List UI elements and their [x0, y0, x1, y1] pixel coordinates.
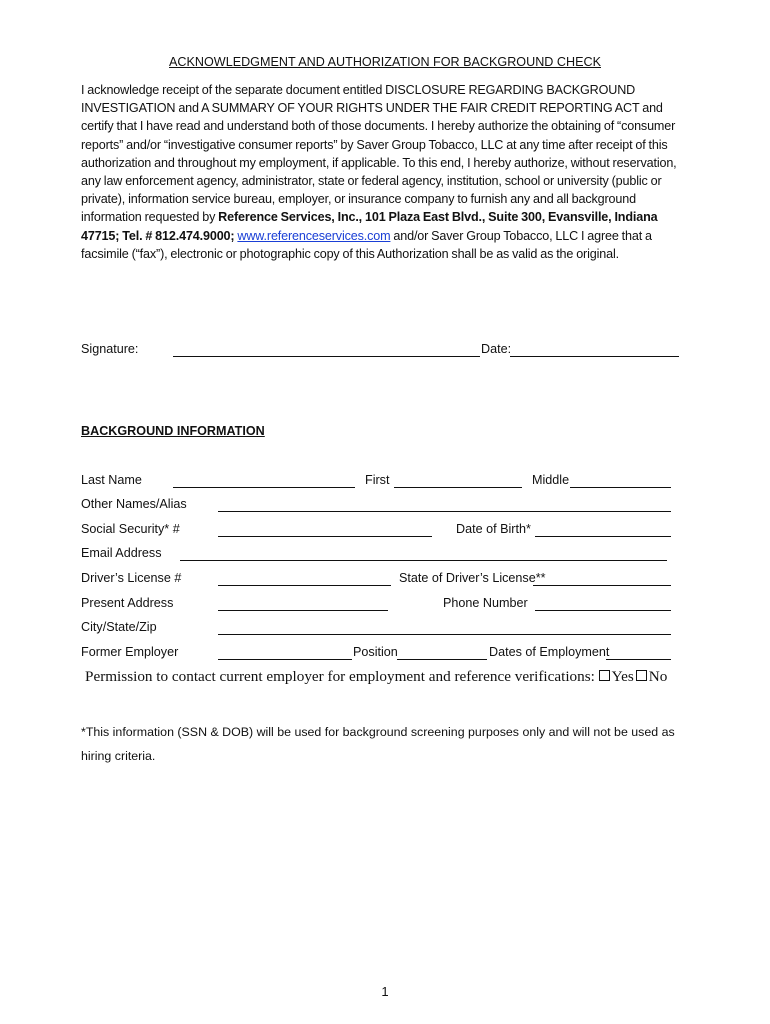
present-address-field[interactable] — [218, 610, 388, 611]
email-field[interactable] — [180, 560, 667, 561]
dob-label: Date of Birth* — [456, 522, 531, 536]
position-label: Position — [353, 645, 398, 659]
city-state-zip-label: City/State/Zip — [81, 620, 157, 634]
page-number: 1 — [381, 984, 389, 999]
authorization-text: I acknowledge receipt of the separate document entitled DISCLOSURE REGARDING BACKGROUND INVESTIGATION and A SUMMARY OF YOUR RIGHTS UNDER THE FAIR CREDIT REPORTING ACT and certify that I have read and understand both of those documents. I hereby authorize the obtaining of “consumer reports” and/or “investigative consumer reports” by Saver Group Tobacco, LLC at any time after receipt of this authorization and throughout my employment, if applicable. To this end, I hereby authorize, without reservation, any law enforcement agency, administrator, state or federal agency, institution, school or university (public or private), information service bureau, employer, or insurance company to furnish any and all background information requested by — [81, 83, 677, 225]
phone-field[interactable] — [535, 610, 671, 611]
phone-label: Phone Number — [443, 596, 528, 610]
email-label: Email Address — [81, 546, 162, 560]
yes-checkbox[interactable] — [599, 670, 610, 681]
first-name-label: First — [365, 473, 390, 487]
signature-label: Signature: — [81, 342, 139, 356]
company-contact-text: Reference Services, Inc., 101 Plaza East Blvd., Suite 300, Evansville, Indiana 47715; Tel. # 812.474.9000; — [81, 210, 658, 243]
date-line[interactable] — [510, 356, 679, 357]
former-employer-field[interactable] — [218, 659, 352, 660]
middle-name-field[interactable] — [570, 487, 671, 488]
dl-state-label: State of Driver’s License** — [399, 571, 546, 585]
signature-line[interactable] — [173, 356, 480, 357]
authorization-text-end: and/or Saver Group Tobacco, LLC I agree that a facsimile (“fax”), electronic or photographic copy of this Authorization shall be as valid as the original. — [81, 228, 652, 261]
dl-state-field[interactable] — [533, 585, 671, 586]
dates-of-employment-label: Dates of Employment — [489, 645, 610, 659]
date-label: Date: — [481, 342, 512, 356]
other-names-label: Other Names/Alias — [81, 497, 187, 511]
drivers-license-label: Driver’s License # — [81, 571, 182, 585]
ssn-label: Social Security* # — [81, 522, 180, 536]
yes-label: Yes — [611, 668, 634, 685]
document-title: ACKNOWLEDGMENT AND AUTHORIZATION FOR BACKGROUND CHECK — [169, 55, 601, 69]
position-field[interactable] — [397, 659, 487, 660]
ssn-field[interactable] — [218, 536, 432, 537]
drivers-license-field[interactable] — [218, 585, 391, 586]
present-address-label: Present Address — [81, 596, 174, 610]
dates-of-employment-field[interactable] — [606, 659, 671, 660]
referenceservices-link[interactable]: www.referenceservices.com — [237, 228, 391, 243]
background-information-heading: BACKGROUND INFORMATION — [81, 424, 265, 438]
middle-name-label: Middle — [532, 473, 570, 487]
dob-field[interactable] — [535, 536, 671, 537]
first-name-field[interactable] — [394, 487, 522, 488]
former-employer-label: Former Employer — [81, 645, 179, 659]
permission-text: Permission to contact current employer for employment and reference verifications: — [85, 668, 599, 685]
city-state-zip-field[interactable] — [218, 634, 671, 635]
authorization-paragraph — [81, 81, 681, 263]
permission-statement — [85, 668, 667, 686]
last-name-field[interactable] — [173, 487, 355, 488]
no-checkbox[interactable] — [636, 670, 647, 681]
ssn-dob-footnote: *This information (SSN & DOB) will be used for background screening purposes only and will not be used as hiring criteria. — [81, 725, 675, 763]
last-name-label: Last Name — [81, 473, 142, 487]
no-label: No — [648, 668, 668, 685]
other-names-field[interactable] — [218, 511, 671, 512]
